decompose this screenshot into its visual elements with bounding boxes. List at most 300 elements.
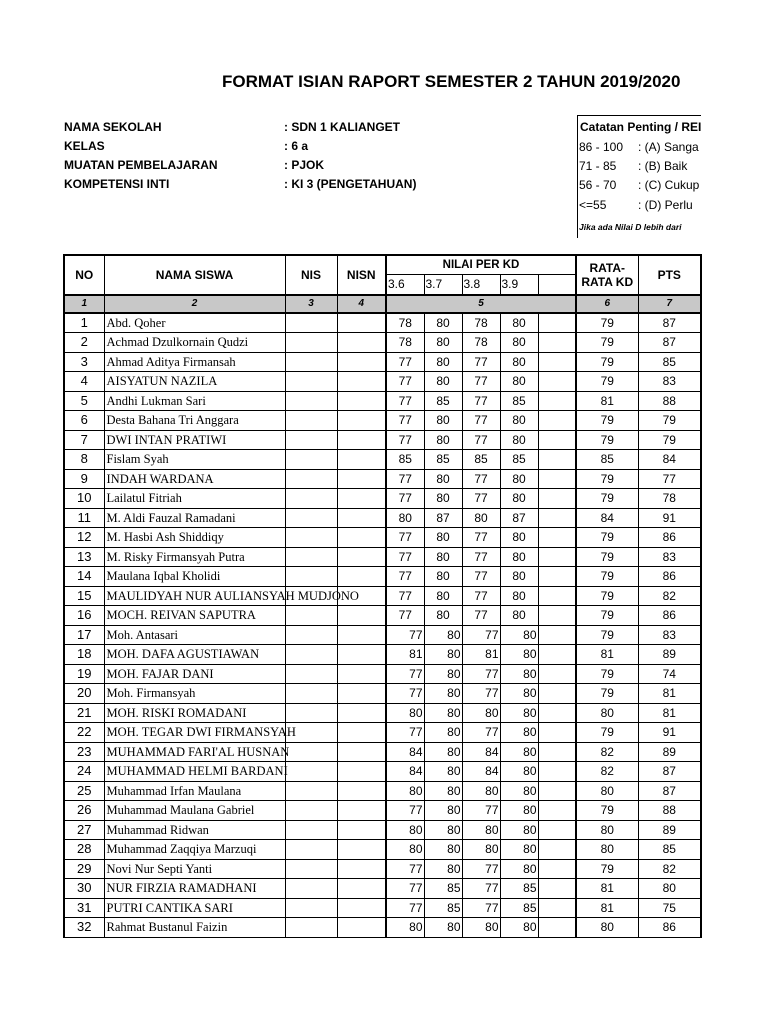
pts-score: 84 — [638, 450, 701, 470]
row-number: 24 — [64, 762, 104, 782]
header-kd: 3.9 — [500, 275, 538, 295]
table-row — [64, 820, 701, 840]
kd-score: 80 — [500, 606, 538, 626]
kd-score: 80 — [500, 528, 538, 548]
student-name — [104, 898, 285, 918]
kd-score: 80 — [386, 918, 424, 938]
nisn-cell — [337, 450, 386, 470]
page-title: FORMAT ISIAN RAPORT SEMESTER 2 TAHUN 2019/2020 — [222, 72, 681, 91]
student-name-text: MOH. TEGAR DWI FIRMANSYAH — [106, 725, 296, 739]
table-row — [64, 723, 701, 743]
kd-score: 84 — [386, 762, 424, 782]
table-row — [64, 333, 701, 353]
row-number: 26 — [64, 801, 104, 821]
kd-score: 87 — [500, 508, 538, 528]
kd-score: 78 — [462, 313, 500, 333]
kd-score: 80 — [500, 742, 538, 762]
nisn-cell — [337, 801, 386, 821]
kd-score: 77 — [462, 723, 500, 743]
row-number: 25 — [64, 781, 104, 801]
kd-score: 77 — [386, 898, 424, 918]
kd-score-empty — [538, 508, 576, 528]
pts-score: 87 — [638, 762, 701, 782]
kd-score: 77 — [462, 898, 500, 918]
competency-label: KOMPETENSI INTI — [64, 177, 170, 191]
kd-score: 77 — [386, 684, 424, 704]
pts-score: 85 — [638, 352, 701, 372]
row-number: 14 — [64, 567, 104, 587]
header-kd: 3.8 — [462, 275, 500, 295]
kd-score: 80 — [500, 333, 538, 353]
table-row — [64, 430, 701, 450]
average-score: 79 — [576, 567, 638, 587]
nisn-cell — [337, 781, 386, 801]
nis-cell — [285, 781, 337, 801]
student-name — [104, 586, 359, 606]
student-name — [104, 625, 285, 645]
kd-score: 80 — [500, 840, 538, 860]
nisn-cell — [337, 391, 386, 411]
kd-score: 77 — [386, 391, 424, 411]
kd-score: 77 — [462, 684, 500, 704]
table-row — [64, 801, 701, 821]
kd-score-empty — [538, 430, 576, 450]
nisn-cell — [337, 840, 386, 860]
kd-score-empty — [538, 684, 576, 704]
average-score: 79 — [576, 528, 638, 548]
kd-score: 80 — [500, 723, 538, 743]
pts-score: 81 — [638, 703, 701, 723]
kd-score: 77 — [386, 352, 424, 372]
average-score: 80 — [576, 781, 638, 801]
average-score: 81 — [576, 645, 638, 665]
student-name — [104, 450, 285, 470]
kd-score: 85 — [500, 879, 538, 899]
row-number: 23 — [64, 742, 104, 762]
kd-score: 80 — [424, 742, 462, 762]
kd-score: 77 — [462, 372, 500, 392]
row-number: 10 — [64, 489, 104, 509]
nis-cell — [285, 703, 337, 723]
student-name-text: MOCH. REIVAN SAPUTRA — [106, 608, 256, 622]
kd-score-empty — [538, 586, 576, 606]
student-name — [104, 528, 285, 548]
kd-score: 77 — [386, 469, 424, 489]
row-number: 11 — [64, 508, 104, 528]
kd-score: 80 — [424, 645, 462, 665]
kd-score-empty — [538, 333, 576, 353]
kd-score: 77 — [462, 606, 500, 626]
column-index: 4 — [337, 295, 386, 313]
nisn-cell — [337, 723, 386, 743]
student-name-text: Moh. Antasari — [106, 627, 179, 642]
kd-score-empty — [538, 352, 576, 372]
header-no: NO — [64, 255, 104, 295]
row-number: 30 — [64, 879, 104, 899]
student-name-text: M. Hasbi Ash Shiddiqy — [106, 530, 224, 544]
kd-score: 80 — [500, 352, 538, 372]
nisn-cell — [337, 703, 386, 723]
kd-score: 80 — [500, 781, 538, 801]
table-row — [64, 840, 701, 860]
kd-score: 80 — [500, 469, 538, 489]
student-name — [104, 430, 285, 450]
kd-score: 80 — [500, 489, 538, 509]
pts-score: 87 — [638, 781, 701, 801]
average-score: 80 — [576, 918, 638, 938]
kd-score-empty — [538, 703, 576, 723]
nisn-cell — [337, 742, 386, 762]
nis-cell — [285, 918, 337, 938]
column-index: 5 — [386, 295, 576, 313]
table-row — [64, 508, 701, 528]
pts-score: 83 — [638, 372, 701, 392]
nis-cell — [285, 645, 337, 665]
kd-score-empty — [538, 625, 576, 645]
kd-score: 80 — [424, 820, 462, 840]
nis-cell — [285, 684, 337, 704]
kd-score: 77 — [386, 664, 424, 684]
kd-score: 80 — [424, 859, 462, 879]
nis-cell — [285, 567, 337, 587]
row-number: 3 — [64, 352, 104, 372]
nis-cell — [285, 859, 337, 879]
kd-score: 77 — [386, 859, 424, 879]
nis-cell — [285, 742, 337, 762]
nis-cell — [285, 430, 337, 450]
kd-score: 80 — [424, 703, 462, 723]
nis-cell — [285, 528, 337, 548]
nis-cell — [285, 391, 337, 411]
kd-score: 85 — [424, 391, 462, 411]
nisn-cell — [337, 508, 386, 528]
grade-table — [63, 254, 702, 938]
nisn-cell — [337, 547, 386, 567]
row-number: 2 — [64, 333, 104, 353]
kd-score: 77 — [462, 801, 500, 821]
student-name — [104, 703, 285, 723]
kd-score: 80 — [424, 606, 462, 626]
table-row — [64, 489, 701, 509]
kd-score: 80 — [424, 801, 462, 821]
nis-cell — [285, 489, 337, 509]
kd-score: 77 — [386, 879, 424, 899]
row-number: 7 — [64, 430, 104, 450]
nisn-cell — [337, 352, 386, 372]
column-index: 7 — [638, 295, 701, 313]
kd-score: 80 — [424, 313, 462, 333]
row-number: 27 — [64, 820, 104, 840]
student-name-text: MUHAMMAD FARI'AL HUSNAN — [106, 744, 290, 759]
nisn-cell — [337, 411, 386, 431]
student-name — [104, 469, 285, 489]
kd-score: 80 — [424, 469, 462, 489]
table-row — [64, 352, 701, 372]
student-name-text: INDAH WARDANA — [106, 471, 214, 486]
nisn-cell — [337, 372, 386, 392]
kd-score: 77 — [462, 547, 500, 567]
nisn-cell — [337, 606, 386, 626]
average-score: 82 — [576, 762, 638, 782]
student-name-text: PUTRI CANTIKA SARI — [106, 900, 233, 915]
nisn-cell — [337, 898, 386, 918]
average-score: 80 — [576, 703, 638, 723]
kd-score: 81 — [386, 645, 424, 665]
kd-score: 77 — [386, 625, 424, 645]
kd-score: 77 — [462, 469, 500, 489]
table-row — [64, 898, 701, 918]
student-name — [104, 333, 285, 353]
header-kd: 3.6 — [386, 275, 424, 295]
table-row — [64, 372, 701, 392]
kd-score: 78 — [386, 333, 424, 353]
average-score: 80 — [576, 840, 638, 860]
average-score: 82 — [576, 742, 638, 762]
table-row — [64, 859, 701, 879]
kd-score: 80 — [500, 703, 538, 723]
student-name-text: Novi Nur Septi Yanti — [106, 861, 213, 876]
average-score: 79 — [576, 684, 638, 704]
kd-score: 80 — [424, 684, 462, 704]
table-row — [64, 528, 701, 548]
kd-score: 85 — [462, 450, 500, 470]
kd-score: 80 — [500, 313, 538, 333]
kd-score: 77 — [462, 352, 500, 372]
student-name — [104, 489, 285, 509]
kd-score-empty — [538, 411, 576, 431]
kd-score-empty — [538, 528, 576, 548]
kd-score: 80 — [462, 840, 500, 860]
nis-cell — [285, 333, 337, 353]
kd-score: 80 — [424, 528, 462, 548]
table-row — [64, 313, 701, 333]
class-value: : 6 a — [284, 139, 309, 153]
nisn-cell — [337, 645, 386, 665]
row-number: 18 — [64, 645, 104, 665]
kd-score: 85 — [424, 898, 462, 918]
student-name — [104, 762, 288, 782]
table-row — [64, 411, 701, 431]
pts-score: 91 — [638, 723, 701, 743]
average-score: 79 — [576, 547, 638, 567]
nis-cell — [285, 450, 337, 470]
nisn-cell — [337, 489, 386, 509]
nis-cell — [285, 898, 337, 918]
nis-cell — [285, 606, 337, 626]
kd-score: 80 — [424, 918, 462, 938]
average-score: 79 — [576, 664, 638, 684]
row-number: 1 — [64, 313, 104, 333]
kd-score-empty — [538, 820, 576, 840]
student-name — [104, 508, 285, 528]
header-kd — [538, 275, 576, 295]
nisn-cell — [337, 528, 386, 548]
nisn-cell — [337, 567, 386, 587]
pts-score: 88 — [638, 801, 701, 821]
nisn-cell — [337, 879, 386, 899]
kd-score: 77 — [462, 430, 500, 450]
average-score: 81 — [576, 391, 638, 411]
pts-score: 80 — [638, 879, 701, 899]
student-name-text: M. Aldi Fauzal Ramadani — [106, 510, 236, 525]
header-nisn: NISN — [337, 255, 386, 295]
pts-score: 79 — [638, 430, 701, 450]
kd-score: 80 — [424, 664, 462, 684]
kd-score: 80 — [500, 762, 538, 782]
student-name — [104, 859, 285, 879]
pts-score: 74 — [638, 664, 701, 684]
average-score: 79 — [576, 723, 638, 743]
student-name — [104, 918, 285, 938]
table-row — [64, 918, 701, 938]
student-name-text: Moh. Firmansyah — [106, 686, 196, 700]
pts-score: 81 — [638, 684, 701, 704]
kd-score: 80 — [386, 508, 424, 528]
student-name-text: Muhammad Irfan Maulana — [106, 783, 242, 798]
table-row — [64, 762, 701, 782]
header-name: NAMA SISWA — [104, 255, 285, 295]
nis-cell — [285, 508, 337, 528]
nisn-cell — [337, 313, 386, 333]
notes-range: 71 - 85 — [579, 159, 617, 173]
average-score: 84 — [576, 508, 638, 528]
kd-score: 80 — [500, 547, 538, 567]
kd-score: 85 — [424, 450, 462, 470]
kd-score: 77 — [462, 664, 500, 684]
average-score: 79 — [576, 801, 638, 821]
nisn-cell — [337, 859, 386, 879]
kd-score: 80 — [500, 684, 538, 704]
table-row — [64, 742, 701, 762]
notes-footnote: Jika ada Nilai D lebih dari — [579, 222, 682, 232]
nisn-cell — [337, 684, 386, 704]
pts-score: 89 — [638, 742, 701, 762]
average-score: 79 — [576, 313, 638, 333]
kd-score-empty — [538, 859, 576, 879]
pts-score: 79 — [638, 411, 701, 431]
kd-score-empty — [538, 801, 576, 821]
kd-score-empty — [538, 840, 576, 860]
student-name — [104, 742, 290, 762]
average-score: 79 — [576, 606, 638, 626]
row-number: 12 — [64, 528, 104, 548]
kd-score: 84 — [386, 742, 424, 762]
row-number: 17 — [64, 625, 104, 645]
header-nis: NIS — [285, 255, 337, 295]
kd-score-empty — [538, 313, 576, 333]
kd-score: 80 — [424, 411, 462, 431]
nis-cell — [285, 801, 337, 821]
nis-cell — [285, 820, 337, 840]
kd-score: 84 — [462, 742, 500, 762]
average-score: 79 — [576, 586, 638, 606]
table-row — [64, 664, 701, 684]
nis-cell — [285, 840, 337, 860]
kd-score: 80 — [424, 489, 462, 509]
kd-score: 87 — [424, 508, 462, 528]
pts-score: 91 — [638, 508, 701, 528]
kd-score: 77 — [462, 859, 500, 879]
column-index: 2 — [104, 295, 285, 313]
kd-score-empty — [538, 567, 576, 587]
kd-score: 85 — [500, 898, 538, 918]
table-row — [64, 645, 701, 665]
header-nilai-per-kd: NILAI PER KD — [386, 255, 576, 275]
kd-score: 77 — [462, 489, 500, 509]
pts-score: 83 — [638, 547, 701, 567]
row-number: 15 — [64, 586, 104, 606]
kd-score-empty — [538, 372, 576, 392]
notes-desc: : (A) Sanga — [638, 140, 699, 154]
nis-cell — [285, 879, 337, 899]
table-row — [64, 567, 701, 587]
student-name — [104, 391, 285, 411]
kd-score: 77 — [462, 879, 500, 899]
average-score: 79 — [576, 411, 638, 431]
kd-score: 80 — [462, 508, 500, 528]
kd-score-empty — [538, 645, 576, 665]
student-name — [104, 781, 285, 801]
row-number: 6 — [64, 411, 104, 431]
average-score: 79 — [576, 469, 638, 489]
table-row — [64, 703, 701, 723]
kd-score: 80 — [500, 411, 538, 431]
average-score: 79 — [576, 489, 638, 509]
row-number: 29 — [64, 859, 104, 879]
kd-score: 77 — [462, 411, 500, 431]
kd-score-empty — [538, 450, 576, 470]
table-row — [64, 391, 701, 411]
student-name-text: Achmad Dzulkornain Qudzi — [106, 335, 249, 349]
notes-range: 56 - 70 — [579, 178, 617, 192]
kd-score: 80 — [500, 625, 538, 645]
table-row — [64, 879, 701, 899]
row-number: 8 — [64, 450, 104, 470]
student-name-text: Fislam Syah — [106, 452, 169, 466]
nisn-cell — [337, 664, 386, 684]
kd-score: 80 — [424, 333, 462, 353]
student-name — [104, 879, 285, 899]
student-name-text: Desta Bahana Tri Anggara — [106, 413, 239, 427]
kd-score: 77 — [462, 567, 500, 587]
kd-score: 80 — [462, 703, 500, 723]
student-name — [104, 645, 285, 665]
student-name-text: Andhi Lukman Sari — [106, 393, 206, 408]
nisn-cell — [337, 820, 386, 840]
nis-cell — [285, 664, 337, 684]
kd-score: 80 — [424, 781, 462, 801]
student-name — [104, 840, 285, 860]
nis-cell — [285, 352, 337, 372]
kd-score-empty — [538, 762, 576, 782]
kd-score: 77 — [386, 430, 424, 450]
table-row — [64, 547, 701, 567]
table-row — [64, 450, 701, 470]
kd-score: 80 — [386, 781, 424, 801]
pts-score: 86 — [638, 528, 701, 548]
kd-score-empty — [538, 723, 576, 743]
kd-score-empty — [538, 489, 576, 509]
kd-score: 80 — [424, 430, 462, 450]
kd-score: 80 — [424, 352, 462, 372]
kd-score-empty — [538, 391, 576, 411]
pts-score: 85 — [638, 840, 701, 860]
nis-cell — [285, 625, 337, 645]
kd-score: 80 — [500, 918, 538, 938]
student-name — [104, 723, 296, 743]
student-name-text: M. Risky Firmansyah Putra — [106, 549, 245, 564]
kd-score: 77 — [462, 391, 500, 411]
